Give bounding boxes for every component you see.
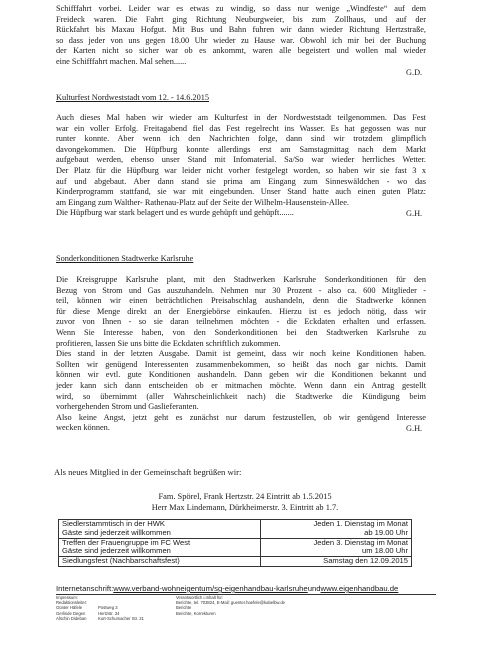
member-line: Herr Max Lindemann, Dürkheimerstr. 3. Eintritt ab 1.7. xyxy=(151,503,339,512)
event-date: Samstag den 12.09.2015 xyxy=(323,556,408,566)
event-time-cell xyxy=(260,538,411,557)
text-line: wecken können. xyxy=(56,423,110,433)
imprint-line: Berichte, Korrekturen xyxy=(176,610,216,616)
website-link-eigenhandbau[interactable]: www.eigenhandbau.de xyxy=(320,584,399,593)
events-table xyxy=(58,519,412,567)
text-line: Rückfahrt bis Maxau Hofgut. Mit Bus und Bahn fuhren wir dann wieder Richtung Hertzstraße, xyxy=(56,25,426,35)
event-time-cell xyxy=(260,520,411,539)
text-line: Auch dieses Mal haben wir wieder am Kulturfest in der Nordweststadt teilgenommen. Das Fest xyxy=(56,113,426,122)
text-line: runter konnte. Aber wenn ich den Nachrichten folge, dann sind wir trotzdem glimpflich xyxy=(56,134,426,144)
imprint-line: Verantwortlich i.Inhalt für: xyxy=(176,595,224,600)
and-word: und xyxy=(307,584,321,593)
imprint-line: Günter Häfele xyxy=(56,605,83,611)
kulturfest-heading: Kulturfest Nordweststadt vom 12. - 14.6.2015 xyxy=(56,93,210,102)
event-time-cell xyxy=(260,557,411,567)
text-line: Wenn Sie Interesse haben, von den Sonderkonditionen bei den Stadtwerken Karlsruhe zu xyxy=(56,327,426,337)
imprint-line: Kurt-Schumacher Str. 21 xyxy=(98,615,144,621)
welcome-heading: Als neues Mitglied in der Gemeinschaft begrüßen wir: xyxy=(54,467,242,477)
imprint-responsibility-column xyxy=(176,595,285,621)
event-note: Gäste sind jederzeit willkommen xyxy=(62,546,171,556)
text-line: aufgebaut werden, ebenso unser Stand mit Infomaterial. Sa/So war wieder herrliches Wetter. xyxy=(56,155,426,165)
event-title: Siedlungsfest (Nachbarschaftsfest) xyxy=(62,556,180,566)
internet-address-line xyxy=(56,584,436,595)
event-day: Jeden 1. Dienstag im Monat xyxy=(313,519,408,528)
text-line: Sollten wir genügend Interessenten zusammenbekommen, so heißt das noch gar nichts. Damit xyxy=(56,359,426,369)
text-line: können wir evtl. gute Konditionen aushandeln. Dann geben wir die Konditionen bekannt und xyxy=(56,370,426,380)
text-line: wird, so übernimmt (aller Wahrscheinlichkeit nach) die Stadtwerke die Kündigung beim xyxy=(56,391,426,401)
imprint-line: Redaktionsleiter: xyxy=(56,600,88,606)
text-line: war ein voller Erfolg. Freitagabend fiel das Fest regelrecht ins Wasser. Es hat gegossen was nur xyxy=(56,123,426,133)
internet-label: Internetanschrift: xyxy=(56,584,114,593)
event-name-cell xyxy=(59,557,261,567)
text-line: so dass jeder von uns gegen 18.00 Uhr wieder zu Hause war. Obwohl ich mir bei der Buchung xyxy=(56,35,426,45)
event-name-cell xyxy=(59,520,261,539)
text-line: Der Platz für die Hüpfburg war leider nicht vorher festgelegt worden, so haben wir sie fast 3 x xyxy=(56,165,426,175)
imprint-names-column xyxy=(56,595,87,621)
text-line: Dies stand in der letzten Ausgabe. Damit ist gemeint, dass wir noch keine Konditionen haben. xyxy=(56,349,426,359)
text-line: Also keine Angst, jetzt geht es zunächst nur darum festzustellen, ob wir genügend Interesse xyxy=(56,412,426,422)
website-link-verband[interactable]: www.verband-wohneigentum/sg-eigenhandbau-karlsruhe xyxy=(113,584,308,593)
text-line: davongekommen. Die Hüpfburg konnte allerdings erst am Samstagmittag nach dem Markt xyxy=(56,144,426,154)
imprint-line: Berichte, tel. 703824, E-Mail: guenter.haefele@kabelbw.de xyxy=(176,600,286,606)
event-title: Treffen der Frauengruppe im FC West xyxy=(62,537,191,547)
imprint-address-column xyxy=(98,595,144,621)
member-line: Fam. Spörel, Frank Hertzstr. 24 Eintritt ab 1.5.2015 xyxy=(158,492,332,501)
sonder-heading: Sonderkonditionen Stadtwerke Karlsruhe xyxy=(56,254,194,263)
event-day: Jeden 3. Dienstag im Monat xyxy=(313,537,408,547)
imprint-line: Postweg 3 xyxy=(98,605,118,611)
kulturfest-paragraph xyxy=(56,113,426,219)
text-line: für diese Menge direkt an der Energiebörse einkaufen. Hierzu ist es jedoch nötig, dass wir xyxy=(56,306,426,316)
event-note: Gäste sind jederzeit willkommen xyxy=(62,527,171,537)
imprint-line: Afschin Dideban xyxy=(56,615,87,621)
text-line: profitieren, lassen Sie uns bitte die Eckdaten schriftlich zukommen. xyxy=(56,338,281,348)
kulturfest-signature: G.H. xyxy=(406,209,423,218)
intro-paragraph xyxy=(56,4,426,68)
event-title: Siedlerstammtisch in der HWK xyxy=(62,519,165,528)
text-line: Die Hüpfburg war stark belagert und es wurde gehüpft und gehüpft....... xyxy=(56,208,294,218)
table-row xyxy=(59,538,412,557)
imprint-line: Gerlinde Degen xyxy=(56,610,86,616)
text-line: jeder kann sich dann entscheiden ob er mitmachen möchte. Wenn dann ein Antrag gestellt xyxy=(56,380,426,390)
text-line: am Eingang zum Walther- Rathenau-Platz auf der Seite der Wilhelm-Hausenstein-Allee. xyxy=(56,197,349,207)
imprint-line: Hertzstr. 34 xyxy=(98,610,120,616)
event-name-cell xyxy=(59,538,261,557)
event-time: um 18.00 Uhr xyxy=(361,546,408,556)
new-members-list xyxy=(100,491,390,513)
imprint-line xyxy=(176,616,285,621)
imprint-line: Berichte xyxy=(176,605,192,611)
text-line: Kinderprogramm stattfand, sie war mit eingebunden. Unser Stand hatte auch einen guten Platz: xyxy=(56,187,426,197)
text-line: eine Schifffahrt machen. Mal sehen...... xyxy=(56,56,187,66)
text-line: Die Kreisgruppe Karlsruhe plant, mit den Stadtwerken Karlsruhe Sonderkonditionen für den xyxy=(56,275,426,284)
event-time: ab 19.00 Uhr xyxy=(364,527,408,537)
intro-signature: G.D. xyxy=(406,68,423,77)
text-line: teil, können wir einen beträchtlichen Preisabschlag aushandeln, denn die Stadtwerke können xyxy=(56,296,426,306)
sonder-paragraph xyxy=(56,275,426,434)
table-row xyxy=(59,557,412,567)
text-line: Freideck waren. Die Fahrt ging Richtung Neuburgweier, bis zum Zollhaus, und auf der xyxy=(56,14,426,24)
text-line: vorhergehenden Strom und Gaslieferanten. xyxy=(56,402,199,412)
text-line: zuvor von Ihnen - so sie daran teilnehmen möchten - die Eckdaten erhalten und erfassen. xyxy=(56,317,426,327)
imprint-line: Impressum: xyxy=(56,595,78,600)
table-row xyxy=(59,520,412,539)
text-line: der Karten nicht so sicher war ob es ankommt, waren alle begeistert und wollen mal wieder xyxy=(56,46,426,56)
text-line: auf und abgebaut. Aber dann stand sie prima am Eingang zum Sinneswäldchen - wo das xyxy=(56,176,426,186)
text-line: Schifffahrt vorbei. Leider war es etwas zu windig, so dass nur wenige „Windfeste“ auf dem xyxy=(56,4,426,13)
text-line: Bezug von Strom und Gas auszuhandeln. Nehmen nur 30 Prozent - also ca. 600 Mitglieder - xyxy=(56,285,426,295)
sonder-signature: G.H. xyxy=(406,424,423,433)
